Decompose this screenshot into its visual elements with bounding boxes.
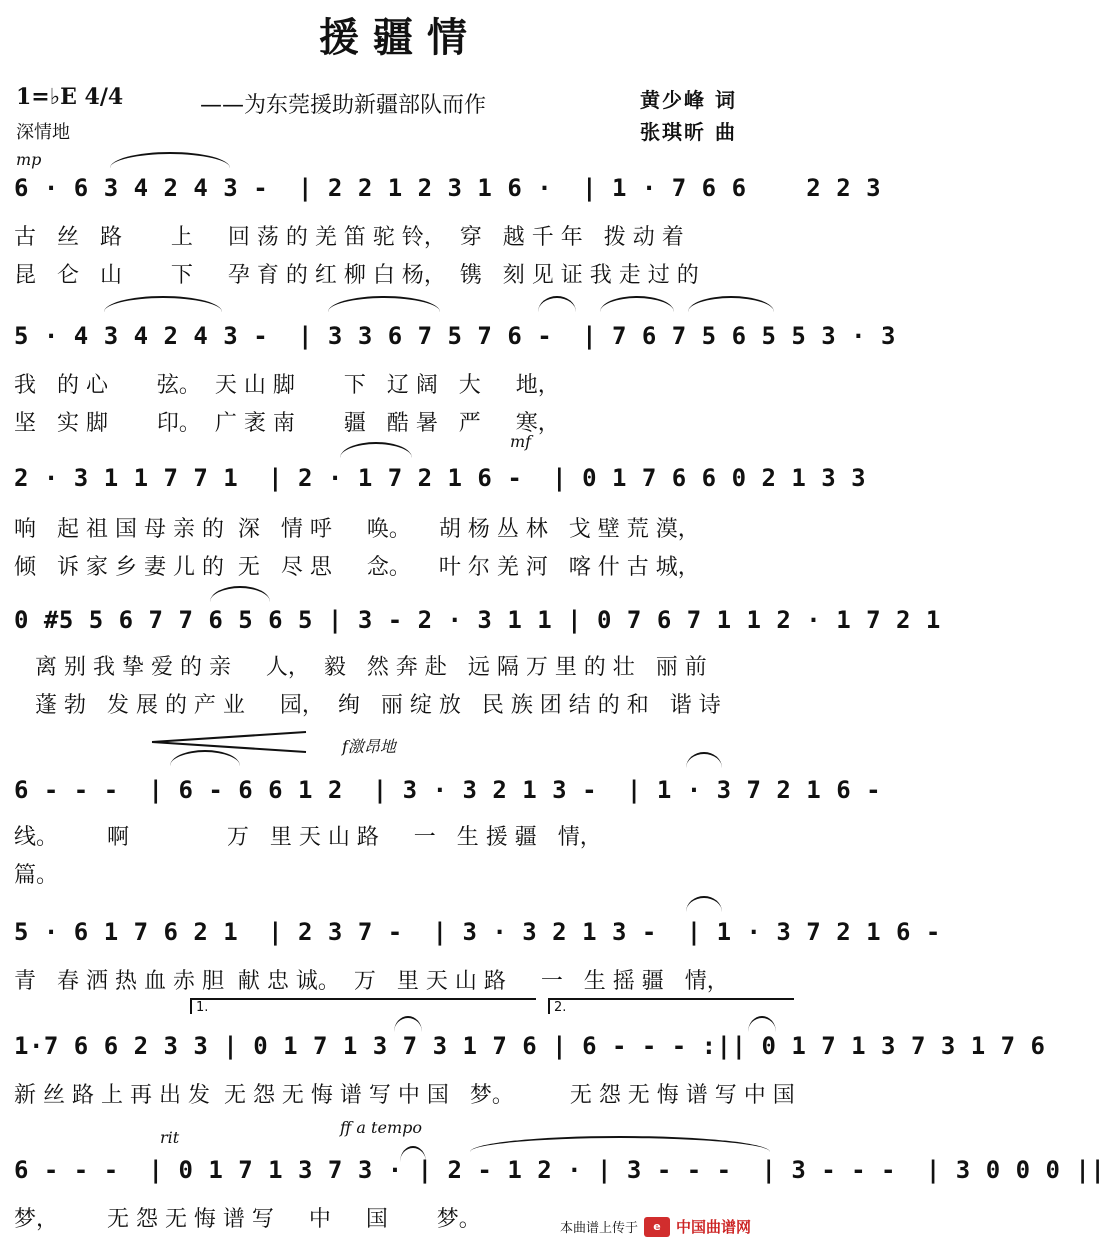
tempo-marking: 深情地 bbox=[16, 122, 70, 143]
slur bbox=[748, 1016, 776, 1032]
notation-line: 0 #5 5 6 7 7 6 5 6 5 | 3 - 2 · 3 1 1 | 0 7 6 7 1 1 2 · 1 7 2 1 bbox=[14, 606, 941, 634]
notation-line: 5 · 6 1 7 6 2 1 | 2 3 7 - | 3 · 3 2 1 3 - | 1 · 3 7 2 1 6 - bbox=[14, 918, 941, 946]
notation-line: 6 - - - | 0 1 7 1 3 7 3 · | 2 - 1 2 · | 3 - - - | 3 - - - | 3 0 0 0 || bbox=[14, 1156, 1105, 1184]
notation-line: 6 - - - | 6 - 6 6 1 2 | 3 · 3 2 1 3 - | 1 · 3 7 2 1 6 - bbox=[14, 776, 882, 804]
slur bbox=[538, 296, 576, 312]
lyric-verse-1: 线。 啊 万 里 天 山 路 一 生 援 疆 情， bbox=[14, 825, 602, 850]
lyric-verse-2: 坚 实 脚 印。 广 袤 南 疆 酷 暑 严 寒， bbox=[14, 411, 560, 436]
slur bbox=[688, 296, 774, 312]
slur bbox=[328, 296, 440, 312]
dynamic-ff: ff a tempo bbox=[340, 1118, 422, 1137]
lyric-verse-1: 青 春 洒 热 血 赤 胆 献 忠 诚。 万 里 天 山 路 一 生 摇 疆 情， bbox=[14, 969, 729, 994]
slur bbox=[210, 586, 270, 602]
lyric-verse-1: 古 丝 路 上 回 荡 的 羌 笛 驼 铃， 穿 越 千 年 拨 动 着 bbox=[14, 225, 684, 250]
lyric-verse-1: 我 的 心 弦。 天 山 脚 下 辽 阔 大 地， bbox=[14, 373, 560, 398]
slur bbox=[110, 152, 230, 168]
lyric-verse-1: 新 丝 路 上 再 出 发 无 怨 无 悔 谱 写 中 国 梦。 无 怨 无 悔 谱 写 中 国 bbox=[14, 1083, 795, 1108]
upload-note: 本曲谱上传于 bbox=[560, 1221, 639, 1236]
subtitle: ——为东莞援助新疆部队而作 bbox=[200, 93, 487, 118]
lyric-verse-1: 离 别 我 挚 爱 的 亲 人， 毅 然 奔 赴 远 隔 万 里 的 壮 丽 前 bbox=[14, 655, 707, 680]
lyric-verse-1: 响 起 祖 国 母 亲 的 深 情 呼 唤。 胡 杨 丛 林 戈 壁 荒 漠， bbox=[14, 517, 700, 542]
slur bbox=[686, 896, 722, 912]
notation-line: 2 · 3 1 1 7 7 1 | 2 · 1 7 2 1 6 - | 0 1 7 6 6 0 2 1 3 3 bbox=[14, 464, 867, 492]
site-logo-icon: e bbox=[644, 1217, 670, 1237]
dynamic-mp: mp bbox=[16, 150, 42, 169]
lyricist-credit: 黄少峰 词 bbox=[640, 88, 737, 112]
dynamic-rit: rit bbox=[160, 1128, 180, 1147]
lyric-verse-1: 梦， 无 怨 无 悔 谱 写 中 国 梦。 bbox=[14, 1207, 481, 1232]
composer-credit: 张琪昕 曲 bbox=[640, 120, 737, 144]
notation-line: 5 · 4 3 4 2 4 3 - | 3 3 6 7 5 7 6 - | 7 6 7 5 6 5 5 3 · 3 bbox=[14, 322, 897, 350]
second-ending-bracket: 2. bbox=[548, 998, 794, 1014]
lyric-verse-2: 昆 仑 山 下 孕 育 的 红 柳 白 杨， 镌 刻 见 证 我 走 过 的 bbox=[14, 263, 699, 288]
dynamic-mf: mf bbox=[510, 432, 532, 451]
lyric-verse-2: 蓬 勃 发 展 的 产 业 园， 绚 丽 绽 放 民 族 团 结 的 和 谐 诗 bbox=[14, 693, 721, 718]
key-signature: 1=♭E 4/4 bbox=[16, 84, 124, 110]
slur bbox=[600, 296, 674, 312]
slur bbox=[394, 1016, 422, 1032]
notation-line: 1·7 6 6 2 3 3 | 0 1 7 1 3 7 3 1 7 6 | 6 - - - :|| 0 1 7 1 3 7 3 1 7 6 bbox=[14, 1032, 1046, 1060]
song-title: 援疆情 bbox=[319, 15, 481, 61]
crescendo-hairpin bbox=[150, 730, 310, 754]
slur bbox=[340, 442, 412, 458]
site-name-link[interactable]: 中国曲谱网 bbox=[676, 1218, 752, 1236]
lyric-verse-2: 篇。 bbox=[14, 863, 59, 888]
slur bbox=[686, 752, 722, 768]
notation-line: 6 · 6 3 4 2 4 3 - | 2 2 1 2 3 1 6 · | 1 · 7 6 6 2 2 3 bbox=[14, 174, 882, 202]
dynamic-f: f激昂地 bbox=[342, 737, 396, 756]
first-ending-bracket: 1. bbox=[190, 998, 536, 1014]
lyric-verse-2: 倾 诉 家 乡 妻 儿 的 无 尽 思 念。 叶 尔 羌 河 喀 什 古 城， bbox=[14, 555, 700, 580]
upload-credit bbox=[560, 1216, 751, 1237]
tie-arc bbox=[470, 1136, 770, 1152]
slur bbox=[104, 296, 222, 312]
